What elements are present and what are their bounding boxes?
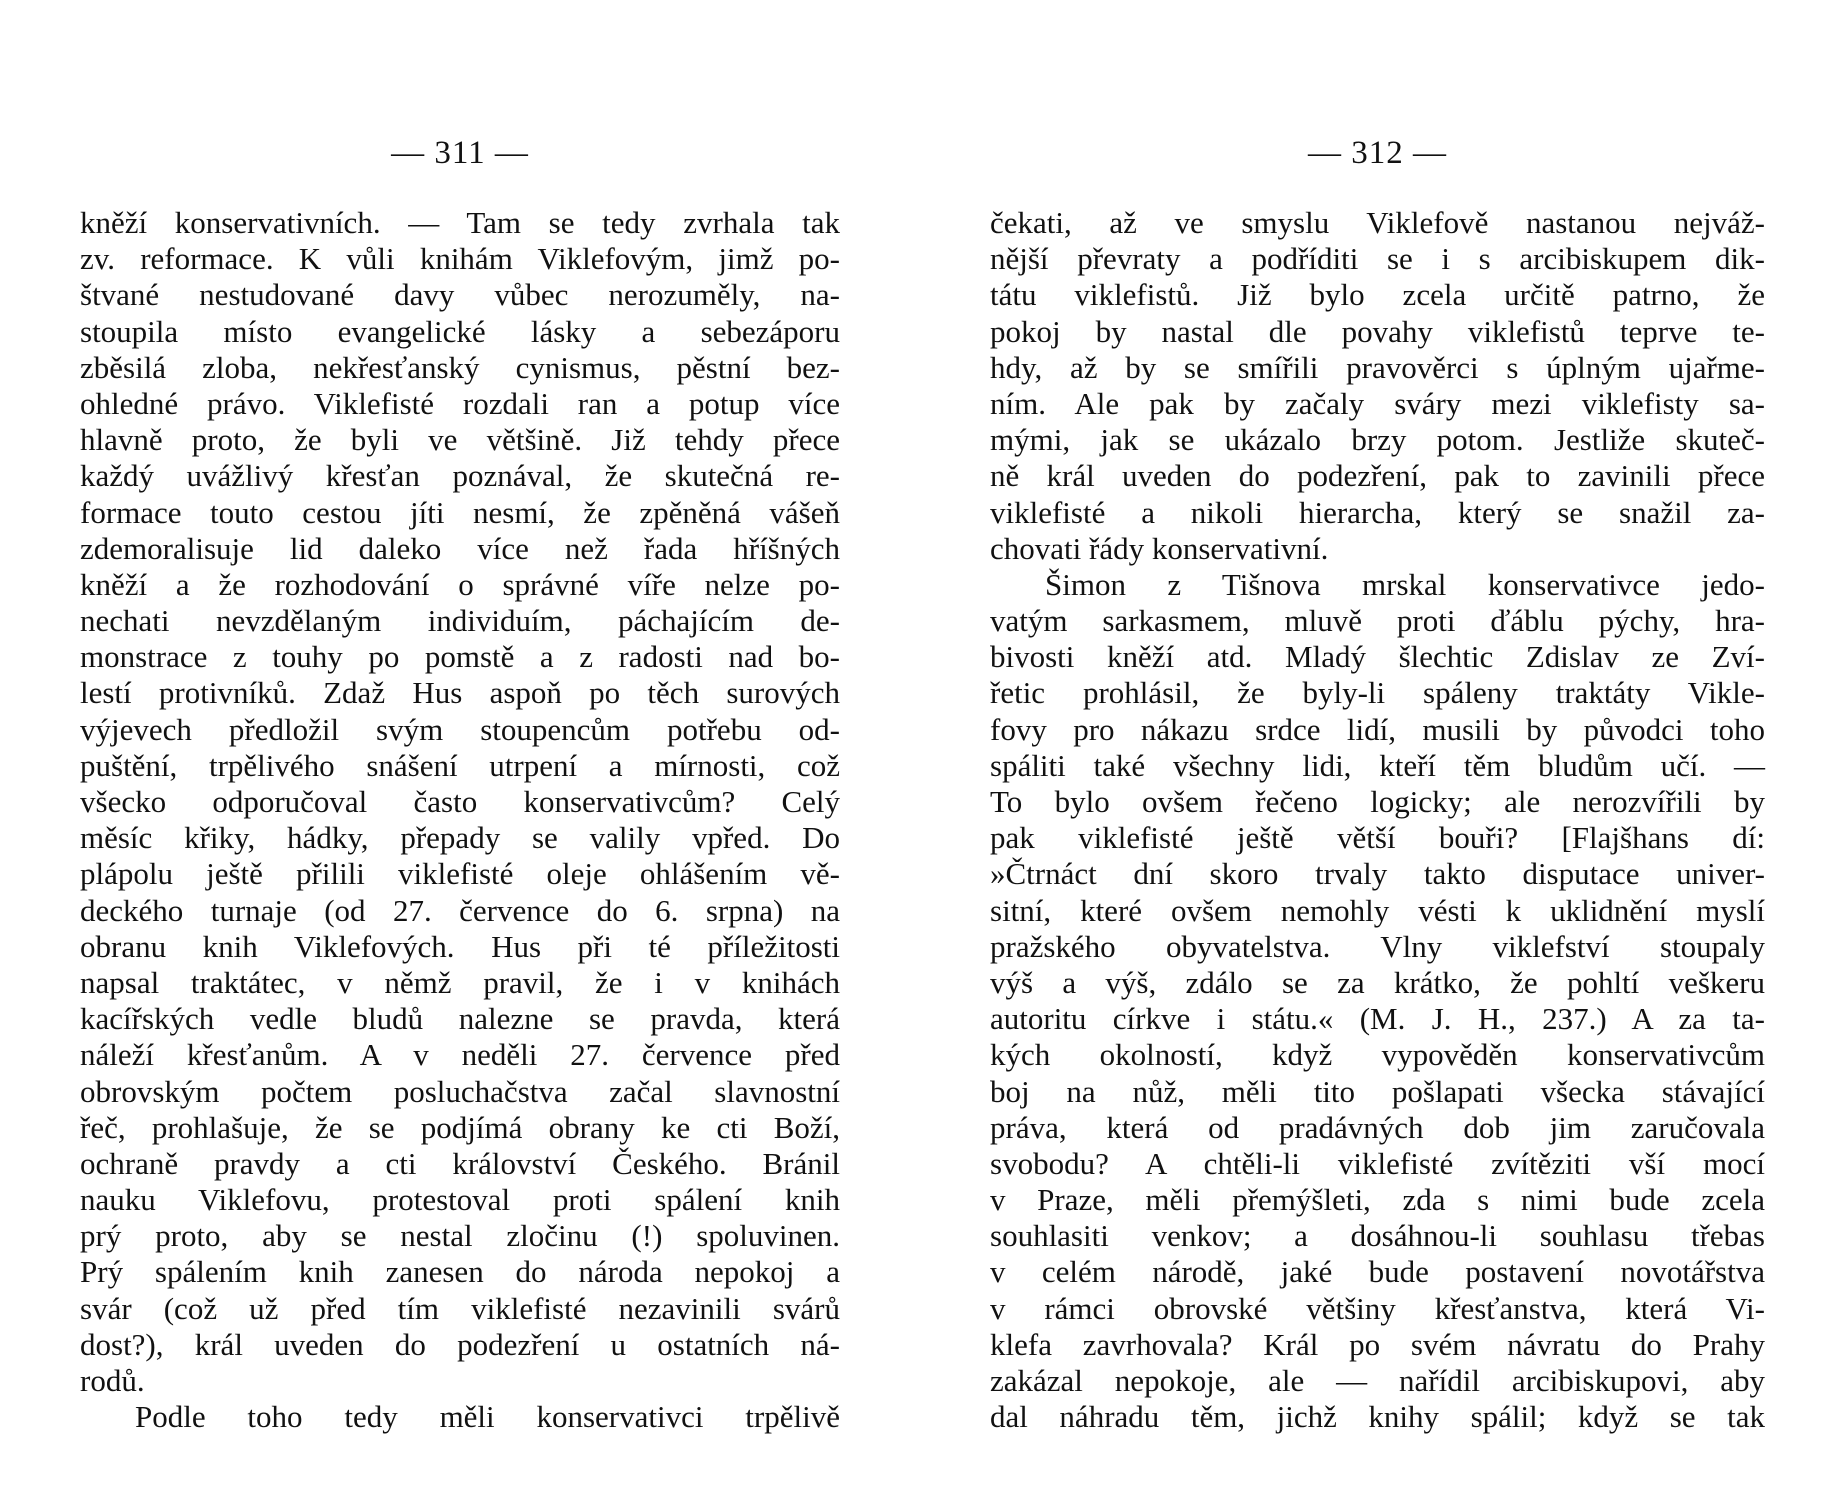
text-line: nechati nevzdělaným individuím, páchajícím de- <box>80 603 840 639</box>
text-line: pražského obyvatelstva. Vlny viklefství stoupaly <box>990 928 1765 964</box>
text-line: Šimon z Tišnova mrskal konservativce jedo- <box>1045 566 1765 602</box>
left-page <box>80 0 840 1500</box>
text-line: v Praze, měli přemýšleti, zda s nimi bude zcela <box>990 1182 1765 1218</box>
text-line: všecko odporučoval často konservativcům? Celý <box>80 784 840 819</box>
text-line: výjevech předložil svým stoupencům potřebu od- <box>80 711 840 747</box>
text-line: lestí protivníků. Zdaž Hus aspoň po těch surových <box>80 675 840 711</box>
text-line: bivosti kněží atd. Mladý šlechtic Zdislav ze Zví- <box>990 639 1765 675</box>
text-line: nauku Viklefovu, protestoval proti spálení knih <box>80 1182 840 1218</box>
text-line: deckého turnaje (od 27. července do 6. srpna) na <box>80 892 840 928</box>
text-line: fovy pro nákazu srdce lidí, musili by původci toho <box>990 711 1765 747</box>
right-page <box>990 0 1765 1500</box>
text-line: čekati, až ve smyslu Viklefově nastanou nejváž- <box>990 205 1765 240</box>
text-line: kněží a že rozhodování o správné víře nelze po- <box>80 566 840 602</box>
text-line: hlavně proto, že byli ve většině. Již tehdy přece <box>80 422 840 458</box>
text-line: »Čtrnáct dní skoro trvaly takto disputace univer- <box>990 856 1765 892</box>
text-line: autoritu církve i státu.« (M. J. H., 237.) A za ta- <box>990 1001 1765 1037</box>
text-line: každý uvážlivý křesťan poznával, že skutečná re- <box>80 458 840 494</box>
text-line: vatým sarkasmem, mluvě proti ďáblu pýchy, hra- <box>990 603 1765 639</box>
text-line: formace touto cestou jíti nesmí, že zpěněná vášeň <box>80 494 840 530</box>
text-line: pokoj by nastal dle povahy viklefistů teprve te- <box>990 313 1765 349</box>
text-line: tátu viklefistů. Již bylo zcela určitě patrno, že <box>990 277 1765 313</box>
text-line: výš a výš, zdálo se za krátko, že pohltí veškeru <box>990 964 1765 1000</box>
text-line: náleží křesťanům. A v neděli 27. července před <box>80 1037 840 1073</box>
text-line: svár (což už před tím viklefisté nezavinili svárů <box>80 1290 840 1326</box>
text-line: prý proto, aby se nestal zločinu (!) spoluvinen. <box>80 1218 840 1254</box>
text-line: ně král uveden do podezření, pak to zavinili přece <box>990 458 1765 494</box>
text-line: zběsilá zloba, nekřesťanský cynismus, pěstní bez- <box>80 349 840 385</box>
text-line: zakázal nepokoje, ale — nařídil arcibiskupovi, aby <box>990 1363 1765 1398</box>
text-line: štvané nestudované davy vůbec nerozuměly, na- <box>80 277 840 313</box>
text-line: spáliti také všechny lidi, kteří těm bludům učí. — <box>990 747 1765 783</box>
text-line: napsal traktátec, v němž pravil, že i v knihách <box>80 964 840 1000</box>
text-line: viklefisté a nikoli hierarcha, který se snažil za- <box>990 494 1765 530</box>
text-line: řeč, prohlašuje, že se podjímá obrany ke cti Boží, <box>80 1109 840 1145</box>
text-line: mými, jak se ukázalo brzy potom. Jestliže skuteč- <box>990 422 1765 458</box>
text-line: obrovským počtem posluchačstva začal slavnostní <box>80 1073 840 1109</box>
text-line: monstrace z touhy po pomstě a z radosti nad bo- <box>80 639 840 675</box>
right-page-body <box>990 205 1765 1435</box>
text-line: Podle toho tedy měli konservativci trpělivě <box>135 1399 840 1435</box>
text-line: nější převraty a podříditi se i s arcibiskupem dik- <box>990 241 1765 277</box>
left-page-body <box>80 205 840 1435</box>
text-line: řetic prohlásil, že byly-li spáleny traktáty Vikle- <box>990 675 1765 711</box>
text-line: pak viklefisté ještě větší bouři? [Flajšhans dí: <box>990 820 1765 856</box>
text-line: klefa zavrhovala? Král po svém návratu do Prahy <box>990 1326 1765 1362</box>
text-line: ohledné právo. Viklefisté rozdali ran a potup více <box>80 385 840 421</box>
text-line: kněží konservativních. — Tam se tedy zvrhala tak <box>80 205 840 240</box>
text-line: rodů. <box>80 1363 145 1398</box>
text-line: ním. Ale pak by začaly sváry mezi viklefisty sa- <box>990 385 1765 421</box>
text-line: měsíc křiky, hádky, přepady se valily vpřed. Do <box>80 820 840 856</box>
text-line: zv. reformace. K vůli knihám Viklefovým, jimž po- <box>80 241 840 277</box>
text-line: souhlasiti venkov; a dosáhnou-li souhlasu třebas <box>990 1218 1765 1254</box>
text-line: v rámci obrovské většiny křesťanstva, která Vi- <box>990 1290 1765 1326</box>
text-line: obranu knih Viklefových. Hus při té příležitosti <box>80 928 840 964</box>
text-line: puštění, trpělivého snášení utrpení a mírnosti, což <box>80 747 840 783</box>
text-line: plápolu ještě přilili viklefisté oleje ohlášením vě- <box>80 856 840 892</box>
text-line: To bylo ovšem řečeno logicky; ale nerozvířili by <box>990 784 1765 819</box>
text-line: Prý spálením knih zanesen do národa nepokoj a <box>80 1254 840 1290</box>
text-line: kacířských vedle bludů nalezne se pravda, která <box>80 1001 840 1037</box>
page-number-right: — 312 — <box>1308 135 1447 171</box>
text-line: dost?), král uveden do podezření u ostatních ná- <box>80 1326 840 1362</box>
text-line: svobodu? A chtěli-li viklefisté zvítěziti vší mocí <box>990 1145 1765 1181</box>
text-line: dal náhradu těm, jichž knihy spálil; když se tak <box>990 1399 1765 1435</box>
text-line: sitní, které ovšem nemohly vésti k uklidnění myslí <box>990 892 1765 928</box>
text-line: chovati řády konservativní. <box>990 530 1329 566</box>
text-line: hdy, až by se smířili pravověrci s úplným ujařme- <box>990 349 1765 385</box>
page-number-left: — 311 — <box>391 135 529 171</box>
text-line: boj na nůž, měli tito pošlapati všecka stávající <box>990 1073 1765 1109</box>
text-line: ochraně pravdy a cti království Českého. Bránil <box>80 1145 840 1181</box>
text-line: práva, která od pradávných dob jim zaručovala <box>990 1109 1765 1145</box>
text-line: zdemoralisuje lid daleko více než řada hříšných <box>80 530 840 566</box>
text-line: kých okolností, když vypověděn konservativcům <box>990 1037 1765 1073</box>
text-line: v celém národě, jaké bude postavení novotářstva <box>990 1254 1765 1290</box>
text-line: stoupila místo evangelické lásky a sebezáporu <box>80 313 840 349</box>
